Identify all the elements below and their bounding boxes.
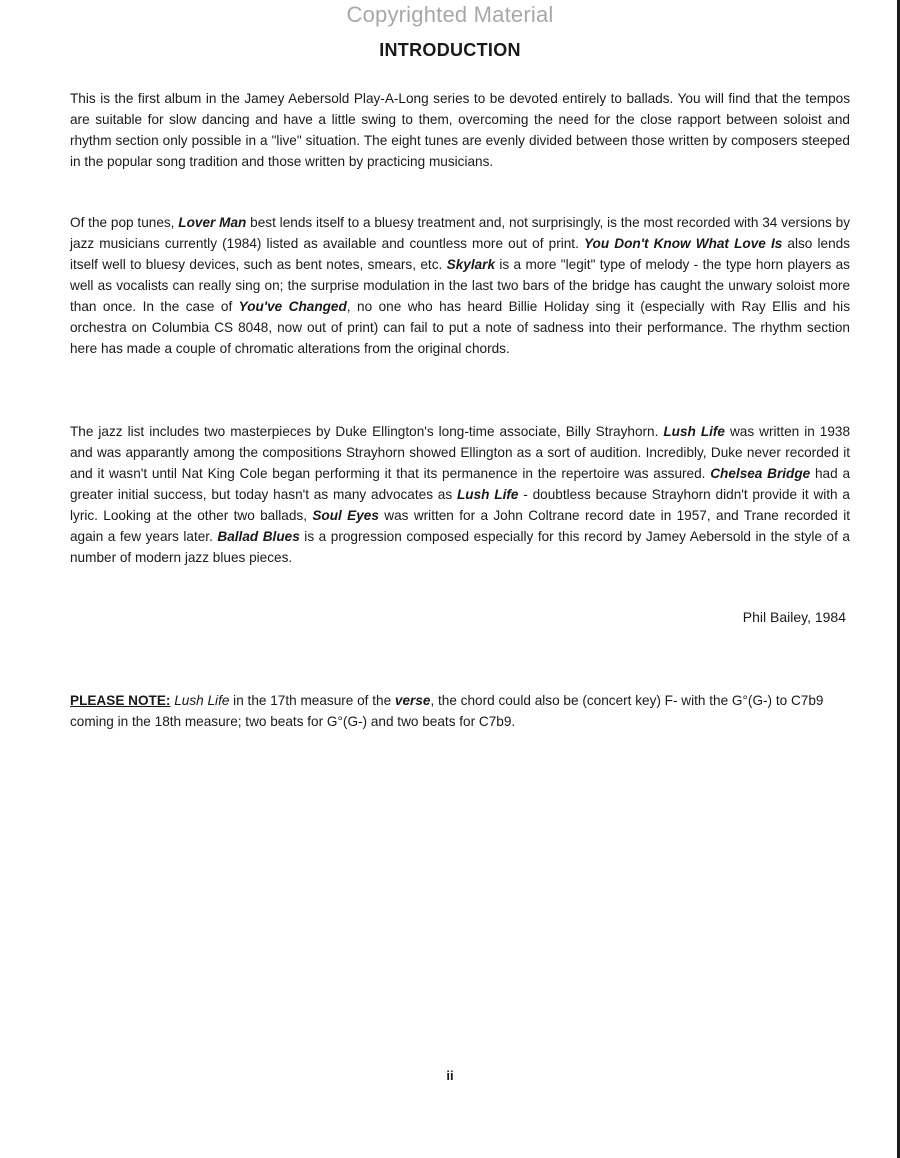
paragraph-text: best lends itself to a bluesy treatment and, not surprisingly, is the most recorded with 34 versions by jazz musicians currently (1984) listed as available and countless more out of print. bbox=[70, 215, 850, 251]
song-title-lush-life: Lush Life bbox=[456, 487, 519, 502]
intro-paragraph-2 bbox=[70, 212, 850, 359]
song-title-ballad-blues: Ballad Blues bbox=[217, 529, 300, 544]
paragraph-text: This is the first album in the Jamey Aebersold Play-A-Long series to be devoted entirely to ballads. You will find that the tempos are suitable for slow dancing and have a little swing to them, overcoming the need for the close rapport between soloist and rhythm section only possible in a "live" situation. The eight tunes are evenly divided between those written by composers steeped in the popular song tradition and those written by practicing musicians. bbox=[70, 91, 850, 169]
verse-word: verse bbox=[394, 693, 431, 708]
page-number: ii bbox=[446, 1068, 454, 1083]
song-title-lush-life: Lush Life bbox=[663, 424, 725, 439]
note-text: , the chord could also be (concert key) F- with the G°(G-) to C7b9 coming in the 18th measure; two beats for G°(G-) and two beats for C7b9. bbox=[70, 693, 824, 729]
paragraph-text: The jazz list includes two masterpieces by Duke Ellington's long-time associate, Billy Strayhorn. bbox=[70, 424, 664, 439]
song-title-lover-man: Lover Man bbox=[178, 215, 247, 230]
intro-paragraph-1 bbox=[70, 88, 850, 172]
copyright-watermark: Copyrighted Material bbox=[346, 2, 554, 27]
paragraph-text: - doubtless because Strayhorn didn't provide it with a lyric. Looking at the other two ballads, bbox=[70, 487, 850, 523]
song-title-you-dont-know-what-love-is: You Don't Know What Love Is bbox=[584, 236, 783, 251]
paragraph-text: Of the pop tunes, bbox=[70, 215, 179, 230]
paragraph-text: was written in 1938 and was apparantly among the compositions Strayhorn showed Ellington as a sort of audition. Incredibly, Duke never recorded it and it wasn't until Nat King Cole began performing it that its permanence in the repertoire was assured. bbox=[70, 424, 851, 481]
song-title-skylark: Skylark bbox=[446, 257, 496, 272]
paragraph-text: is a progression composed especially for this record by Jamey Aebersold in the style of a number of modern jazz blues pieces. bbox=[70, 529, 850, 565]
paragraph-text: also lends itself well to bluesy devices, such as bent notes, smears, etc. bbox=[70, 236, 850, 272]
please-note-block bbox=[70, 690, 850, 732]
paragraph-text: is a more "legit" type of melody - the type horn players as well as vocalists can really sing on; the surprise modulation in the last two bars of the bridge has caught the unwary soloist more than once. In the case of bbox=[70, 257, 850, 314]
song-title-chelsea-bridge: Chelsea Bridge bbox=[710, 466, 811, 481]
intro-paragraph-3 bbox=[70, 421, 850, 568]
song-title-soul-eyes: Soul Eyes bbox=[312, 508, 379, 523]
note-text: in the 17th measure of the bbox=[229, 693, 395, 708]
paragraph-text: was written for a John Coltrane record date in 1957, and Trane recorded it again a few years later. bbox=[70, 508, 850, 544]
paragraph-text: , no one who has heard Billie Holiday sing it (especially with Ray Ellis and his orchestra on Columbia CS 8048, now out of print) can fail to put a note of sadness into their performance. The rhythm section here has made a couple of chromatic alterations from the original chords. bbox=[70, 299, 850, 356]
author-signature: Phil Bailey, 1984 bbox=[742, 609, 846, 625]
page-title: INTRODUCTION bbox=[379, 40, 521, 60]
song-title-lush-life: Lush Life bbox=[174, 693, 230, 708]
paragraph-text: had a greater initial success, but today hasn't as many advocates as bbox=[70, 466, 851, 502]
song-title-youve-changed: You've Changed bbox=[238, 299, 347, 314]
please-note-label: PLEASE NOTE: bbox=[70, 693, 171, 708]
